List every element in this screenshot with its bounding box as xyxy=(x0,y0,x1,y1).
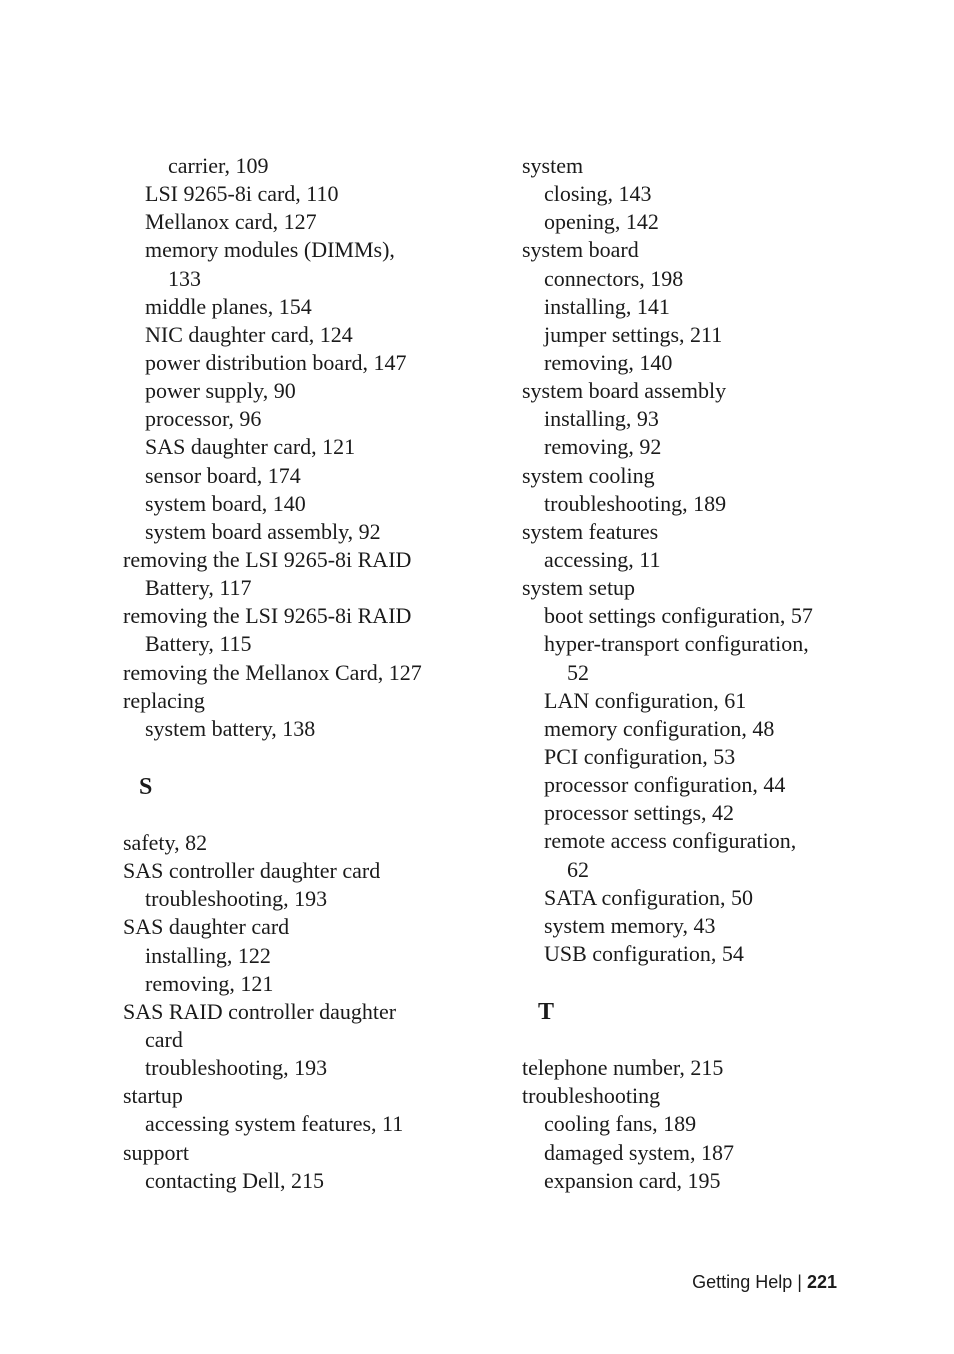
index-subentry: Battery, 115 xyxy=(145,631,252,657)
index-subentry: opening, 142 xyxy=(544,209,659,235)
index-entry: removing the LSI 9265-8i RAID xyxy=(123,546,412,572)
index-subentry: middle planes, 154 xyxy=(145,293,312,319)
index-subentry: system board, 140 xyxy=(145,490,306,516)
index-subentry: LAN configuration, 61 xyxy=(544,687,747,713)
index-subentry: Battery, 117 xyxy=(145,575,252,601)
index-entry: replacing xyxy=(123,687,205,713)
index-subentry: remote access configuration, xyxy=(544,828,797,854)
index-subentry: accessing, 11 xyxy=(544,546,661,572)
index-subentry: power distribution board, 147 xyxy=(145,349,407,375)
index-entry: system features xyxy=(522,518,659,544)
index-entry: safety, 82 xyxy=(123,829,208,855)
index-subentry: installing, 141 xyxy=(544,293,670,319)
index-subentry: memory modules (DIMMs), xyxy=(145,237,395,263)
index-entry: removing the LSI 9265-8i RAID xyxy=(123,603,412,629)
index-subentry: 52 xyxy=(567,659,589,685)
index-subentry: card xyxy=(145,1026,183,1052)
index-subentry: hyper-transport configuration, xyxy=(544,631,809,657)
index-subentry: troubleshooting, 193 xyxy=(145,1055,328,1081)
index-entry: support xyxy=(123,1139,189,1165)
index-subentry: LSI 9265-8i card, 110 xyxy=(145,181,339,207)
index-subentry: processor settings, 42 xyxy=(544,800,735,826)
index-subentry: removing, 140 xyxy=(544,349,673,375)
index-entry: troubleshooting xyxy=(522,1083,661,1109)
index-subentry: Mellanox card, 127 xyxy=(145,209,317,235)
index-subentry: power supply, 90 xyxy=(145,378,296,404)
index-subentry: installing, 122 xyxy=(145,942,271,968)
footer-section-title: Getting Help xyxy=(692,1272,793,1292)
index-subentry: system battery, 138 xyxy=(145,715,316,741)
index-subentry: accessing system features, 11 xyxy=(145,1111,404,1137)
index-subentry: carrier, 109 xyxy=(168,153,269,178)
index-entry: SAS RAID controller daughter xyxy=(123,998,397,1024)
index-entry: telephone number, 215 xyxy=(522,1055,724,1081)
index-column-right xyxy=(522,152,862,1195)
index-subentry: PCI configuration, 53 xyxy=(544,743,736,769)
index-subentry: 133 xyxy=(168,265,201,291)
page-footer xyxy=(692,1272,837,1293)
index-subentry: memory configuration, 48 xyxy=(544,715,775,741)
index-entry: startup xyxy=(123,1083,183,1109)
index-section-heading: S xyxy=(139,773,153,800)
index-subentry: expansion card, 195 xyxy=(544,1167,721,1193)
index-subentry: removing, 121 xyxy=(145,970,274,996)
index-subentry: installing, 93 xyxy=(544,406,659,432)
index-entry: system board xyxy=(522,237,639,263)
index-column-left xyxy=(123,152,463,1195)
index-subentry: sensor board, 174 xyxy=(145,462,301,488)
index-entry: system board assembly xyxy=(522,378,727,404)
index-subentry: SATA configuration, 50 xyxy=(544,884,754,910)
index-subentry: USB configuration, 54 xyxy=(544,940,744,966)
index-subentry: troubleshooting, 189 xyxy=(544,490,727,516)
index-subentry: contacting Dell, 215 xyxy=(145,1167,325,1193)
index-subentry: system board assembly, 92 xyxy=(145,518,381,544)
index-entry: system cooling xyxy=(522,462,655,488)
index-subentry: removing, 92 xyxy=(544,434,662,460)
index-entry: SAS daughter card xyxy=(123,914,290,940)
index-entry: system xyxy=(522,153,584,178)
index-subentry: system memory, 43 xyxy=(544,912,716,938)
index-subentry: boot settings configuration, 57 xyxy=(544,603,813,629)
index-subentry: processor, 96 xyxy=(145,406,262,432)
index-subentry: cooling fans, 189 xyxy=(544,1111,697,1137)
index-subentry: 62 xyxy=(567,856,589,882)
index-subentry: damaged system, 187 xyxy=(544,1139,735,1165)
footer-separator: | xyxy=(797,1272,802,1292)
index-entry: system setup xyxy=(522,575,636,601)
index-entry: SAS controller daughter card xyxy=(123,858,381,884)
index-subentry: troubleshooting, 193 xyxy=(145,886,328,912)
index-subentry: connectors, 198 xyxy=(544,265,684,291)
index-subentry: NIC daughter card, 124 xyxy=(145,321,353,347)
index-entry: removing the Mellanox Card, 127 xyxy=(123,659,422,685)
page-number: 221 xyxy=(806,1272,837,1292)
index-subentry: closing, 143 xyxy=(544,181,652,207)
index-section-heading: T xyxy=(538,999,555,1026)
index-subentry: processor configuration, 44 xyxy=(544,772,786,798)
index-subentry: jumper settings, 211 xyxy=(544,321,723,347)
index-subentry: SAS daughter card, 121 xyxy=(145,434,356,460)
